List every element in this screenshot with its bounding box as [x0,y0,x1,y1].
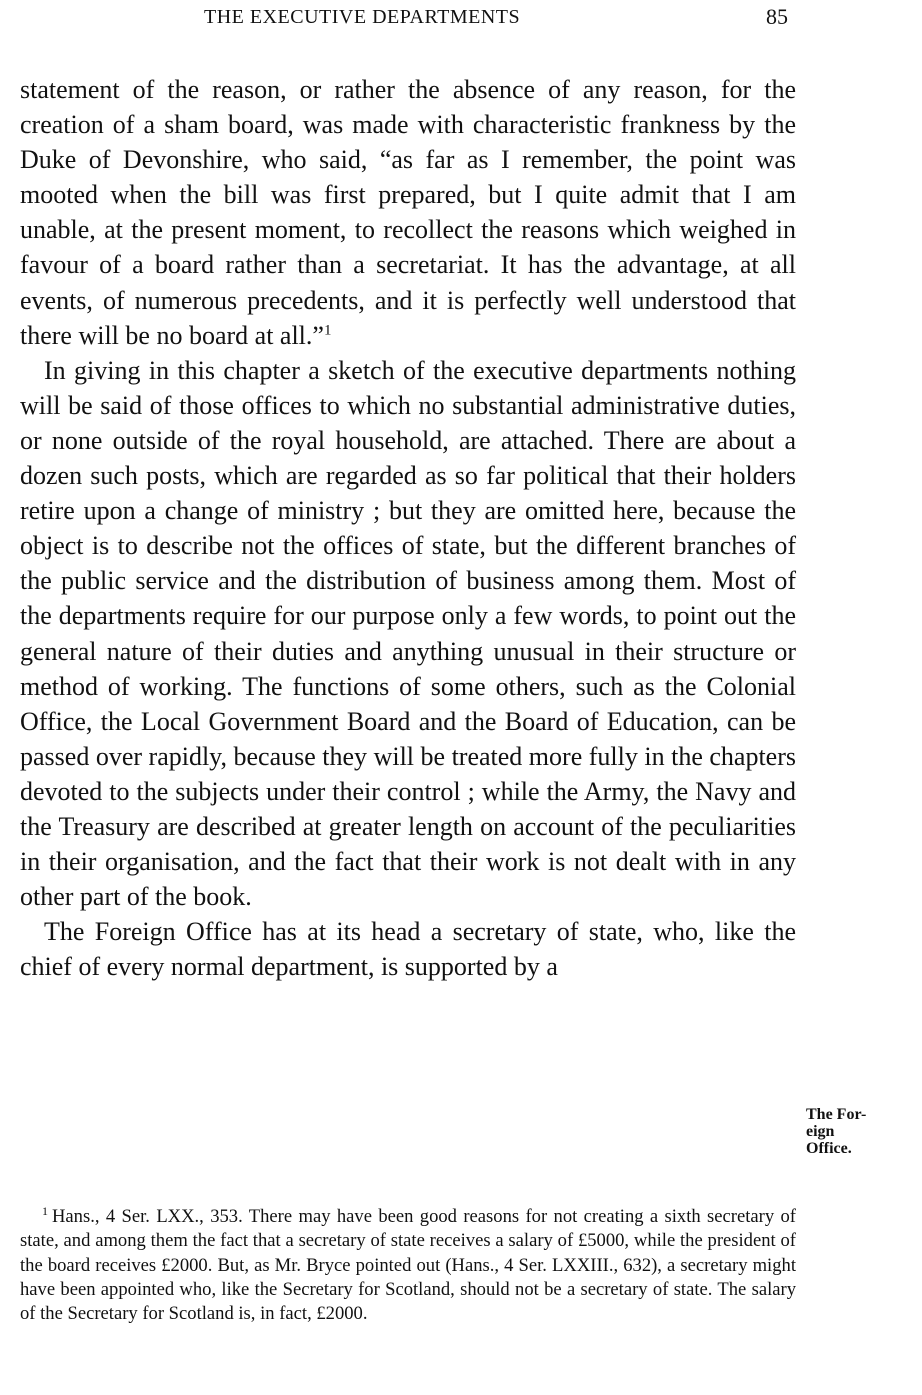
paragraph: In giving in this chapter a sketch of the executive departments nothing will be said of those offices to which no substantial administrative duties, or none outside of the royal household, are attached. There are about a dozen such posts, which are regarded as so far political that their holders retire upon a change of ministry ; but they are omitted here, because the object is to describe not the offices of state, but the different branches of the public service and the distribution of business among them. Most of the departments require for our purpose only a few words, to point out the general nature of their duties and anything unusual in their structure or method of working. The functions of some others, such as the Colonial Office, the Local Government Board and the Board of Education, can be passed over rapidly, because they will be treated more fully in the chapters devoted to the subjects under their control ; while the Army, the Navy and the Treasury are described at greater length on account of the peculiarities in their organisation, and the fact that their work is not dealt with in any other part of the book. [20,355,796,912]
footnote-paragraph [20,1205,796,1326]
footnote-text: Hans., 4 Ser. LXX., 353. There may have been good reasons for not creating a sixth secretary of state, and among them the fact that a secretary of state receives a salary of £5000, while the president of the board receives £2000. But, as Mr. Bryce pointed out (Hans., 4 Ser. LXXIII., 632), a secretary might have been appointed who, like the Secretary for Scotland, should not be a secretary of state. The salary of the Secretary for Scotland is, in fact, £2000. [20,1206,796,1325]
margin-note-line: The For- [806,1106,867,1123]
paragraph-text: statement of the reason, or rather the absence of any reason, for the creation of a sham board, was made with characteristic frankness by the Duke of Devonshire, who said, “as far as I remember, the point was mooted when the bill was first prepared, but I quite admit that I am unable, at the present moment, to recollect the reasons which weighed in favour of a board rather than a secretariat. It has the advantage, at all events, of numerous precedents, and it is perfectly well understood that there will be no board at all.” [20,75,796,350]
footnote-reference: 1 [323,322,332,338]
running-head: THE EXECUTIVE DEPARTMENTS [204,6,521,28]
footnote [20,1205,796,1326]
margin-note-line: eign [806,1123,835,1140]
footnote-mark: 1 [42,1203,48,1218]
margin-note-line: Office. [806,1140,852,1157]
paragraph: The Foreign Office has at its head a secretary of state, who, like the chief of every normal department, is supported by a [20,917,796,982]
page-number: 85 [766,4,788,29]
paragraph [20,72,796,353]
main-text [20,72,796,984]
margin-note [806,1106,906,1157]
